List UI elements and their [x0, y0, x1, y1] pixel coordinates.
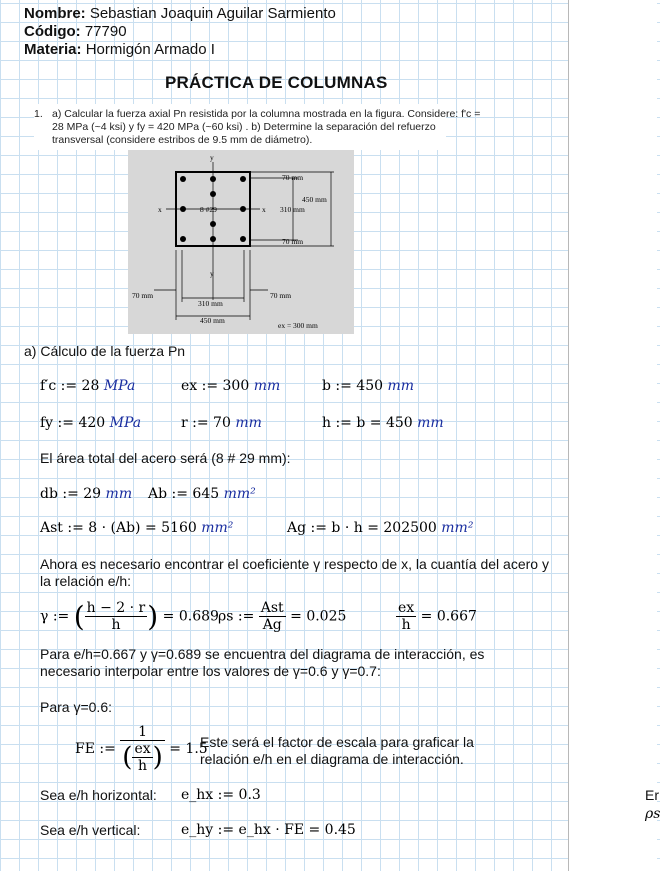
student-code-line — [24, 23, 127, 40]
ex-unit: mm — [253, 378, 281, 394]
ex-definition — [181, 378, 280, 394]
rho-formula — [218, 600, 346, 633]
rebar — [210, 221, 216, 227]
rebar — [240, 176, 246, 182]
ab-definition — [148, 486, 256, 502]
h-definition — [322, 415, 444, 431]
ast-expr: Ast := 8 · (Ab) = 5160 — [40, 520, 197, 536]
rebar — [180, 176, 186, 182]
subject-label: Materia: — [24, 41, 82, 58]
code-value: 77790 — [80, 23, 127, 40]
ag-expr: Ag := b · h = 202500 — [287, 520, 437, 536]
fe-result: = 1.5 — [169, 741, 208, 757]
subject-line — [24, 41, 215, 58]
name-label: Nombre: — [24, 5, 86, 22]
fig-bar-label: 8 #29 — [200, 205, 217, 214]
right-clipped-text-1: Er — [645, 787, 659, 803]
page-title: PRÁCTICA DE COLUMNAS — [165, 73, 388, 92]
rebar — [210, 191, 216, 197]
rho-lhs: ρs := — [218, 608, 255, 625]
column-section-figure — [128, 150, 354, 334]
fy-expr: fy := 420 — [40, 415, 106, 431]
fe-inner-denominator: h — [138, 758, 148, 774]
gamma-lhs: γ := — [40, 608, 70, 625]
fig-dim-70-top: 70 mm — [282, 173, 304, 182]
student-name-line — [24, 5, 336, 22]
gamma-denominator: h — [111, 617, 121, 633]
ast-definition — [40, 520, 233, 536]
fy-definition — [40, 415, 141, 431]
fe-lhs: FE := — [75, 741, 116, 757]
column-section-drawing — [128, 150, 354, 334]
db-unit: mm — [105, 486, 133, 502]
exercise-statement — [34, 104, 481, 150]
ast-unit: mm² — [201, 520, 234, 536]
steel-area-text: El área total del acero será (8 # 29 mm): — [40, 450, 291, 466]
fig-dim-310-right: 310 mm — [280, 205, 305, 214]
gamma-06-heading: Para γ=0.6: — [40, 699, 112, 715]
gamma-result: = 0.689 — [162, 608, 219, 625]
b-expr: b := 450 — [322, 378, 384, 394]
coefficient-text-line-2: la relación e/h: — [40, 573, 132, 589]
horizontal-eh-label: Sea e/h horizontal: — [40, 787, 157, 803]
rebar — [180, 206, 186, 212]
b-definition — [322, 378, 414, 394]
rho-denominator: Ag — [262, 617, 282, 633]
db-definition — [40, 486, 132, 502]
ab-expr: Ab := 645 — [148, 486, 220, 502]
ag-unit: mm² — [441, 520, 474, 536]
rho-result: = 0.025 — [290, 608, 347, 625]
gamma-numerator: h − 2 · r — [86, 600, 146, 616]
rho-numerator: Ast — [260, 600, 284, 616]
fe-formula: FE := 1 ( $\frac{ex}{h}$ ) = 1.5 — [75, 724, 208, 774]
section-a-heading: a) Cálculo de la fuerza Pn — [24, 343, 186, 359]
code-label: Código: — [24, 23, 81, 40]
fc-expr: f′c := 28 — [40, 378, 100, 394]
fig-dim-70-right: 70 mm — [282, 237, 304, 246]
right-margin-area — [569, 0, 657, 871]
ag-definition — [287, 520, 473, 536]
rebar — [240, 236, 246, 242]
rebar — [210, 176, 216, 182]
fy-unit: MPa — [109, 415, 142, 431]
b-unit: mm — [387, 378, 415, 394]
fig-dim-450-right: 450 mm — [302, 195, 327, 204]
exercise-number: 1. — [34, 108, 43, 120]
r-expr: r := 70 — [181, 415, 231, 431]
fig-dim-70-bottom-right: 70 mm — [270, 291, 292, 300]
r-definition — [181, 415, 262, 431]
rebar — [240, 206, 246, 212]
eh-formula — [396, 600, 477, 633]
eh-numerator: ex — [398, 600, 415, 616]
fc-definition — [40, 378, 135, 394]
fc-unit: MPa — [103, 378, 136, 394]
vertical-eh-label: Sea e/h vertical: — [40, 822, 141, 838]
fig-x-right: x — [262, 205, 266, 214]
rebar — [180, 236, 186, 242]
interpolation-text-line-1: Para e/h=0.667 y γ=0.689 se encuentra del diagrama de interacción, es — [40, 646, 485, 662]
coefficient-text-line-1: Ahora es necesario encontrar el coeficiente γ respecto de x, la cuantía del acero y — [40, 556, 549, 572]
fig-dim-310-bottom: 310 mm — [198, 299, 223, 308]
fe-note-line-2: relación e/h en el diagrama de interacción. — [200, 751, 464, 767]
eh-result: = 0.667 — [420, 608, 477, 625]
right-clipped-text-2: ρs — [645, 806, 660, 822]
exercise-line-1: a) Calcular la fuerza axial Pn resistida por la columna mostrada en la figura. Considere: f'c = — [52, 108, 481, 120]
h-expr: h := b = 450 — [322, 415, 413, 431]
horizontal-eh-expression: e_hx := 0.3 — [181, 787, 261, 803]
subject-value: Hormigón Armado I — [81, 41, 215, 58]
ab-unit: mm² — [223, 486, 256, 502]
fe-numerator: 1 — [120, 724, 165, 741]
fig-x-left: x — [158, 205, 162, 214]
ex-expr: ex := 300 — [181, 378, 250, 394]
r-unit: mm — [235, 415, 262, 431]
name-value: Sebastian Joaquin Aguilar Sarmiento — [85, 5, 336, 22]
fig-y-top: y — [210, 153, 214, 162]
exercise-line-2: 28 MPa (~4 ksi) y fy = 420 MPa (~60 ksi) . b) Determine la separación del refuerzo — [52, 121, 436, 133]
exercise-line-3: transversal (considere estribos de 9.5 mm de diámetro). — [52, 134, 313, 146]
interpolation-text-line-2: necesario interpolar entre los valores de γ=0.6 y γ=0.7: — [40, 663, 381, 679]
fig-y-bottom: y — [210, 269, 214, 278]
gamma-formula: γ := ( $\frac{h - 2 \cdot r}{h}$ ) = 0.689 — [40, 600, 219, 633]
eh-denominator: h — [401, 617, 411, 633]
db-expr: db := 29 — [40, 486, 102, 502]
fig-dim-450-bottom: 450 mm — [200, 316, 225, 325]
fig-dim-70-left-bottom: 70 mm — [132, 291, 154, 300]
fig-ex-label: ex = 300 mm — [278, 321, 318, 330]
rebar — [210, 236, 216, 242]
vertical-eh-expression: e_hy := e_hx · FE = 0.45 — [181, 822, 356, 838]
fe-inner-numerator: ex — [134, 741, 151, 757]
h-unit: mm — [417, 415, 444, 431]
fe-note-line-1: Este será el factor de escala para graficar la — [200, 734, 474, 750]
